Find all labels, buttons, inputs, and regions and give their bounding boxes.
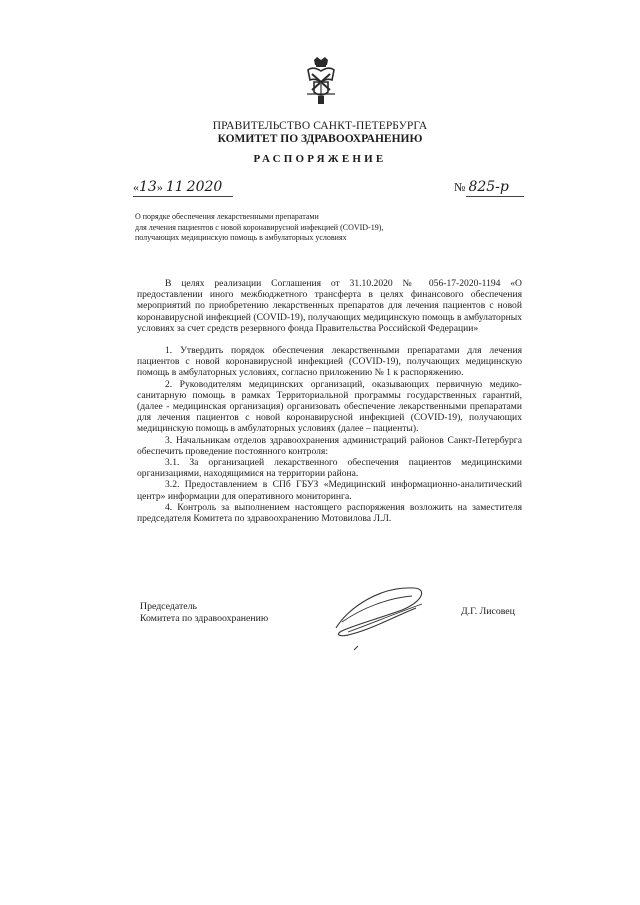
item-1-paragraph: 1. Утвердить порядок обеспечения лекарственными препаратами для лечения пациентов с новой коронавирусной инфекцией (COVID-19), получающих медицинскую помощь в амбулаторных условиях, согласно приложению № 1 к распоряжению. [137,345,522,379]
number-underline [466,196,524,197]
subject-line: О порядке обеспечения лекарственными препаратами [135,212,319,221]
item-3-paragraph: 3. Начальникам отделов здравоохранения администраций районов Санкт-Петербурга обеспечить проведение постоянного контроля: [137,434,522,457]
item-3-1-paragraph: 3.1. За организацией лекарственного обеспечения пациентов медицинскими организациями, находящимися на территории района. [137,457,522,480]
document-body [137,278,522,524]
coat-of-arms-emblem [304,56,338,106]
signatory-name: Д.Г. Лисовец [461,606,515,617]
signatory-title-line: Председатель [140,601,197,612]
number-value: 825-р [468,179,509,195]
date-close-quote: » [156,180,163,194]
date-open-quote: « [133,180,139,194]
signatory-title-line: Комитета по здравоохранению [140,613,269,624]
preamble-paragraph: В целях реализации Соглашения от 31.10.2020 № 056-17-2020-1194 «О предоставлении иного межбюджетного трансферта в целях финансового обеспечения мероприятий по приобретению лекарственных препаратов для лечения пациентов с новой коронавирусной инфекцией (COVID-19), получающих медицинскую помощь в амбулаторных условиях за счет средств резервного фонда Правительства Российской Федерации» [137,278,522,334]
subject-line: получающих медицинскую помощь в амбулаторных условиях [135,233,347,242]
document-header [150,120,490,165]
committee-name: КОМИТЕТ ПО ЗДРАВООХРАНЕНИЮ [217,133,423,145]
signatory-title [140,601,268,625]
date-underline [133,196,233,197]
item-4-paragraph: 4. Контроль за выполнением настоящего распоряжения возложить на заместителя председателя Комитета по здравоохранению Мотовилова Л.Л. [137,501,522,525]
order-date [133,179,222,195]
date-day: 13 [139,179,157,195]
number-prefix: № [454,180,466,194]
date-month: 11 [165,179,184,195]
subject-line: для лечения пациентов с новой коронавирусной инфекцией (COVID-19), [135,222,384,232]
item-3-2-paragraph: 3.2. Предоставлением в СПб ГБУЗ «Медицинский информационно-аналитический центр» информации для оперативного мониторинга. [137,479,522,502]
item-2-paragraph: 2. Руководителям медицинских организаций, оказывающих первичную медико-санитарную помощь в рамках Территориальной программы государственных гарантий, (далее - медицинская организация) организовать обеспечение лекарственными препаратами для лечения пациентов с новой коронавирусной инфекцией (COVID-19), получающих медицинскую помощь в амбулаторных условиях (далее – пациенты). [137,378,522,435]
order-number [454,179,509,195]
document-subject [135,212,455,244]
document-type-title: РАСПОРЯЖЕНИЕ [253,153,387,165]
handwritten-signature [318,578,438,658]
government-name: ПРАВИТЕЛЬСТВО САНКТ-ПЕТЕРБУРГА [212,120,428,132]
date-year: 2020 [186,179,223,195]
